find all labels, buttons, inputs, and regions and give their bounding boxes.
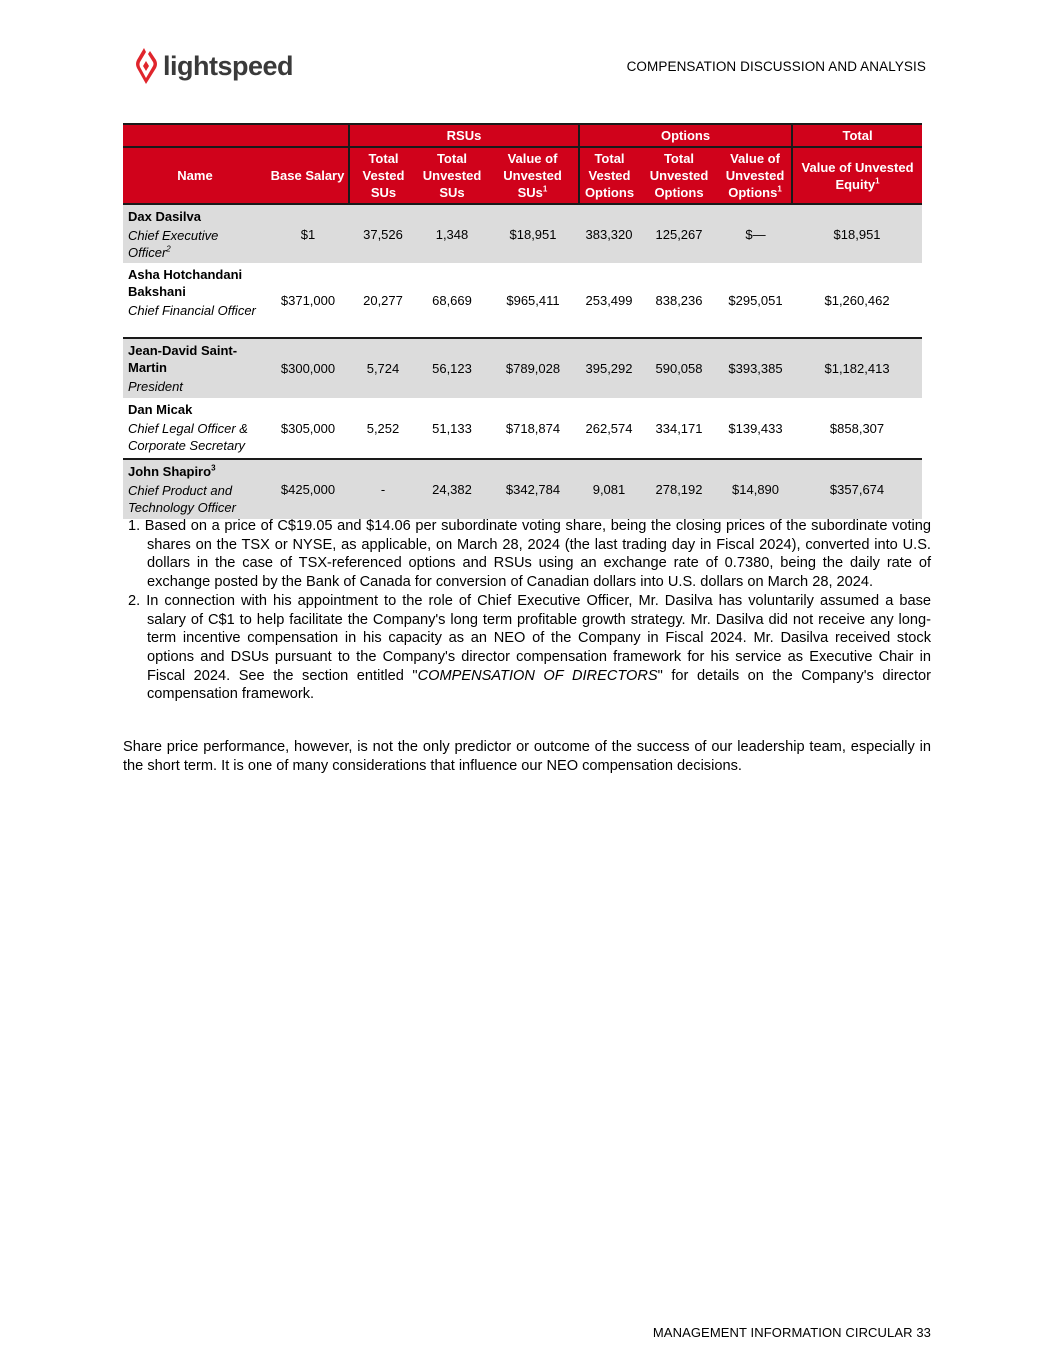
page-footer: MANAGEMENT INFORMATION CIRCULAR 33 bbox=[652, 1325, 931, 1340]
group-header-rsus: RSUs bbox=[349, 124, 579, 147]
table-row bbox=[123, 263, 922, 338]
group-header-blank bbox=[123, 124, 349, 147]
col-header-unvested-sus: Total Unvested SUs bbox=[417, 147, 487, 204]
value-unvested-sus: $342,784 bbox=[487, 459, 579, 519]
value-unvested-sus: $965,411 bbox=[506, 292, 560, 308]
value-unvested-sus: $18,951 bbox=[487, 204, 579, 263]
table-column-header-row bbox=[123, 147, 922, 204]
officer-cell bbox=[123, 398, 267, 459]
vested-sus: 5,724 bbox=[349, 338, 417, 398]
section-title: COMPENSATION DISCUSSION AND ANALYSIS bbox=[626, 59, 926, 74]
vested-options: 253,499 bbox=[585, 292, 633, 308]
value-unvested-sus: $789,028 bbox=[487, 338, 579, 398]
group-header-total: Total bbox=[792, 124, 922, 147]
officer-name: Jean-David Saint-Martin bbox=[128, 343, 238, 375]
body-paragraph: Share price performance, however, is not the only predictor or outcome of the success of our leadership team, especially in the short term. It is one of many considerations that influence our NEO compensation decisions. bbox=[123, 739, 931, 774]
col-header-unvested-options: Total Unvested Options bbox=[639, 147, 719, 204]
unvested-options: 334,171 bbox=[655, 420, 703, 436]
vested-sus: 20,277 bbox=[363, 292, 403, 308]
col-header-vested-options: Total Vested Options bbox=[579, 147, 639, 204]
logo-wordmark: lightspeed bbox=[163, 50, 294, 81]
unvested-equity-table bbox=[123, 123, 922, 519]
vested-sus: 37,526 bbox=[349, 204, 417, 263]
unvested-options: 590,058 bbox=[639, 338, 719, 398]
unvested-options: 838,236 bbox=[655, 292, 703, 308]
unvested-sus: 68,669 bbox=[432, 292, 472, 308]
officer-cell bbox=[123, 338, 267, 398]
footnotes bbox=[123, 517, 931, 704]
vested-sus: 5,252 bbox=[366, 420, 400, 436]
company-logo bbox=[135, 46, 293, 86]
col-header-base-salary: Base Salary bbox=[267, 147, 349, 204]
value-unvested-equity: $18,951 bbox=[792, 204, 922, 263]
table-row bbox=[123, 459, 922, 519]
vested-options: 383,320 bbox=[579, 204, 639, 263]
table-group-header-row bbox=[123, 124, 922, 147]
col-header-vested-sus: Total Vested SUs bbox=[349, 147, 417, 204]
unvested-options: 125,267 bbox=[639, 204, 719, 263]
vested-options: 9,081 bbox=[579, 459, 639, 519]
table-row bbox=[123, 398, 922, 459]
value-unvested-sus: $718,874 bbox=[505, 420, 561, 436]
base-salary: $425,000 bbox=[267, 459, 349, 519]
value-unvested-equity: $1,260,462 bbox=[824, 292, 890, 308]
officer-cell bbox=[123, 459, 267, 519]
table-row bbox=[123, 338, 922, 398]
officer-title: Chief Executive Officer$^2$ bbox=[128, 228, 219, 260]
unvested-sus: 51,133 bbox=[432, 420, 472, 436]
footnote-2: 2. In connection with his appointment to the role of Chief Executive Officer, Mr. Dasilva has voluntarily assumed a base salary of C$1 to help facilitate the Company's long term profitable growth strategy. Mr. Dasilva did not receive any long-term incentive compensation in his capacity as an NEO of the Company in Fiscal 2024. Mr. Dasilva received stock options and DSUs pursuant to the Company's director compensation framework for his service as Executive Chair in Fiscal 2024. See the section entitled "COMPENSATION OF DIRECTORS" for details on the Company's director compensation framework. bbox=[128, 592, 931, 703]
value-unvested-options: $14,890 bbox=[719, 459, 792, 519]
col-header-value-unvested-equity: Value of Unvested Equity$^1$ bbox=[792, 147, 922, 204]
officer-name: Asha Hotchandani Bakshani bbox=[128, 267, 243, 299]
unvested-sus: 1,348 bbox=[417, 204, 487, 263]
col-header-value-unvested-sus: Value of Unvested SUs$^1$ bbox=[487, 147, 579, 204]
officer-name: Dax Dasilva bbox=[128, 209, 201, 224]
unvested-sus: 56,123 bbox=[417, 338, 487, 398]
base-salary: $300,000 bbox=[267, 338, 349, 398]
officer-title: Chief Legal Officer & Corporate Secretary bbox=[128, 421, 248, 453]
value-unvested-equity: $858,307 bbox=[829, 420, 885, 436]
vested-options: 262,574 bbox=[585, 420, 633, 436]
officer-name: Dan Micak bbox=[128, 402, 193, 417]
vested-sus: - bbox=[349, 459, 417, 519]
base-salary: $305,000 bbox=[280, 420, 336, 436]
officer-title: Chief Financial Officer bbox=[128, 303, 256, 318]
base-salary: $1 bbox=[267, 204, 349, 263]
vested-options: 395,292 bbox=[579, 338, 639, 398]
value-unvested-options: $295,051 bbox=[728, 292, 783, 308]
officer-cell bbox=[123, 263, 267, 338]
col-header-name: Name bbox=[123, 147, 267, 204]
unvested-options: 278,192 bbox=[639, 459, 719, 519]
col-header-value-unvested-options: Value of Unvested Options$^1$ bbox=[719, 147, 792, 204]
value-unvested-equity: $1,182,413 bbox=[792, 338, 922, 398]
base-salary: $371,000 bbox=[280, 292, 336, 308]
value-unvested-equity: $357,674 bbox=[792, 459, 922, 519]
unvested-sus: 24,382 bbox=[417, 459, 487, 519]
value-unvested-options: $— bbox=[719, 204, 792, 263]
value-unvested-options: $393,385 bbox=[719, 338, 792, 398]
officer-title: Chief Product and Technology Officer bbox=[128, 483, 236, 515]
lightspeed-flame-icon bbox=[135, 47, 159, 85]
group-header-options: Options bbox=[579, 124, 792, 147]
table-row bbox=[123, 204, 922, 263]
officer-cell bbox=[123, 204, 267, 263]
officer-title: President bbox=[128, 379, 183, 394]
footnote-1: 1. Based on a price of C$19.05 and $14.06 per subordinate voting share, being the closing prices of the subordinate voting shares on the TSX or NYSE, as applicable, on March 28, 2024 (the last trading day in Fiscal 2024), converted into U.S. dollars in the case of TSX-referenced options and RSUs using an exchange rate of 0.7380, being the daily rate of exchange posted by the Bank of Canada for conversion of Canadian dollars into U.S. dollars on March 28, 2024. bbox=[128, 518, 931, 591]
value-unvested-options: $139,433 bbox=[728, 420, 783, 436]
officer-name: John Shapiro$^3$ bbox=[128, 463, 216, 479]
